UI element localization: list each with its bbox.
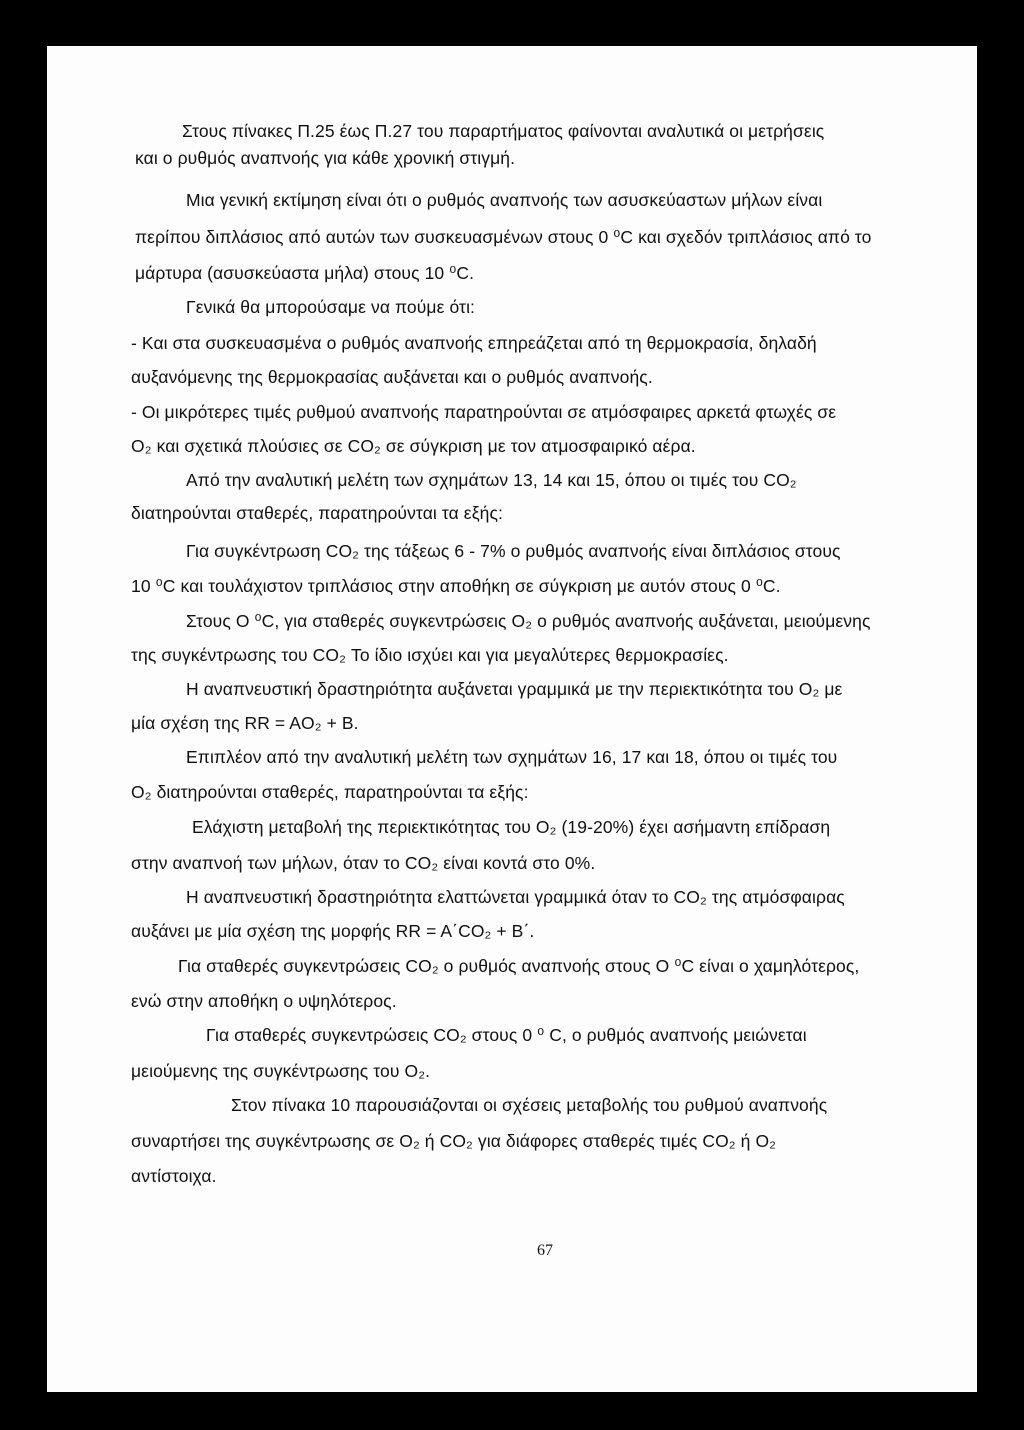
text-line-31: αντίστοιχα. [131, 1166, 217, 1186]
text-line-4: περίπου διπλάσιος από αυτών των συσκευασμένων στους 0 ⁰C και σχεδόν τριπλάσιος από το [135, 227, 872, 247]
text-line-25: Για σταθερές συγκεντρώσεις CO₂ ο ρυθμός αναπνοής στους O ⁰C είναι ο χαμηλότερος, [178, 956, 860, 976]
text-line-7: - Και στα συσκευασμένα ο ρυθμός αναπνοής επηρεάζεται από τη θερμοκρασία, δηλαδή [131, 333, 817, 353]
text-line-3: Μια γενική εκτίμηση είναι ότι ο ρυθμός αναπνοής των ασυσκεύαστων μήλων είναι [186, 190, 823, 210]
text-line-1: Στους πίνακες Π.25 έως Π.27 του παραρτήματος φαίνονται αναλυτικά οι μετρήσεις [182, 121, 825, 141]
text-line-10: O₂ και σχετικά πλούσιες σε CO₂ σε σύγκριση με τον ατμοσφαιρικό αέρα. [131, 436, 696, 456]
text-line-12: διατηρούνται σταθερές, παρατηρούνται τα εξής: [131, 503, 503, 523]
text-line-18: μία σχέση της RR = AO₂ + B. [131, 713, 359, 733]
text-line-24: αυξάνει με μία σχέση της μορφής RR = A΄CO₂ + B΄. [131, 921, 535, 941]
text-line-28: μειούμενης της συγκέντρωσης του O₂. [131, 1061, 431, 1081]
text-line-23: Η αναπνευστική δραστηριότητα ελαττώνεται γραμμικά όταν το CO₂ της ατμόσφαιρας [186, 887, 845, 907]
text-line-22: στην αναπνοή των μήλων, όταν το CO₂ είναι κοντά στο 0%. [131, 853, 596, 873]
text-line-27: Για σταθερές συγκεντρώσεις CO₂ στους 0 ⁰ C, ο ρυθμός αναπνοής μειώνεται [206, 1025, 807, 1045]
text-line-11: Από την αναλυτική μελέτη των σχημάτων 13, 14 και 15, όπου οι τιμές του CO₂ [186, 470, 797, 490]
text-line-21: Ελάχιστη μεταβολή της περιεκτικότητας του O₂ (19-20%) έχει ασήμαντη επίδραση [192, 817, 831, 837]
text-line-8: αυξανόμενης της θερμοκρασίας αυξάνεται και ο ρυθμός αναπνοής. [131, 367, 653, 387]
text-line-16: της συγκέντρωσης του CO₂ Το ίδιο ισχύει και για μεγαλύτερες θερμοκρασίες. [131, 645, 729, 665]
text-line-17: Η αναπνευστική δραστηριότητα αυξάνεται γραμμικά με την περιεκτικότητα του O₂ με [186, 679, 843, 699]
text-line-15: Στους O ⁰C, για σταθερές συγκεντρώσεις O₂ ο ρυθμός αναπνοής αυξάνεται, μειούμενης [186, 611, 871, 631]
text-line-2: και ο ρυθμός αναπνοής για κάθε χρονική στιγμή. [135, 148, 516, 168]
page-number: 67 [537, 1242, 553, 1259]
text-line-20: O₂ διατηρούνται σταθερές, παρατηρούνται τα εξής: [131, 782, 529, 802]
text-line-5: μάρτυρα (ασυσκεύαστα μήλα) στους 10 ⁰C. [135, 263, 475, 283]
text-line-19: Επιπλέον από την αναλυτική μελέτη των σχημάτων 16, 17 και 18, όπου οι τιμές του [186, 747, 838, 767]
text-line-26: ενώ στην αποθήκη ο υψηλότερος. [131, 991, 397, 1011]
text-line-29: Στον πίνακα 10 παρουσιάζονται οι σχέσεις μεταβολής του ρυθμού αναπνοής [231, 1095, 828, 1115]
text-line-30: συναρτήσει της συγκέντρωσης σε O₂ ή CO₂ για διάφορες σταθερές τιμές CO₂ ή O₂ [131, 1131, 777, 1151]
text-line-6: Γενικά θα μπορούσαμε να πούμε ότι: [186, 297, 476, 317]
text-line-9: - Οι μικρότερες τιμές ρυθμού αναπνοής παρατηρούνται σε ατμόσφαιρες αρκετά φτωχές σε [131, 402, 837, 422]
document-page [47, 46, 977, 1392]
text-line-13: Για συγκέντρωση CO₂ της τάξεως 6 - 7% ο ρυθμός αναπνοής είναι διπλάσιος στους [186, 541, 841, 561]
text-line-14: 10 ⁰C και τουλάχιστον τριπλάσιος στην αποθήκη σε σύγκριση με αυτόν στους 0 ⁰C. [131, 576, 781, 596]
